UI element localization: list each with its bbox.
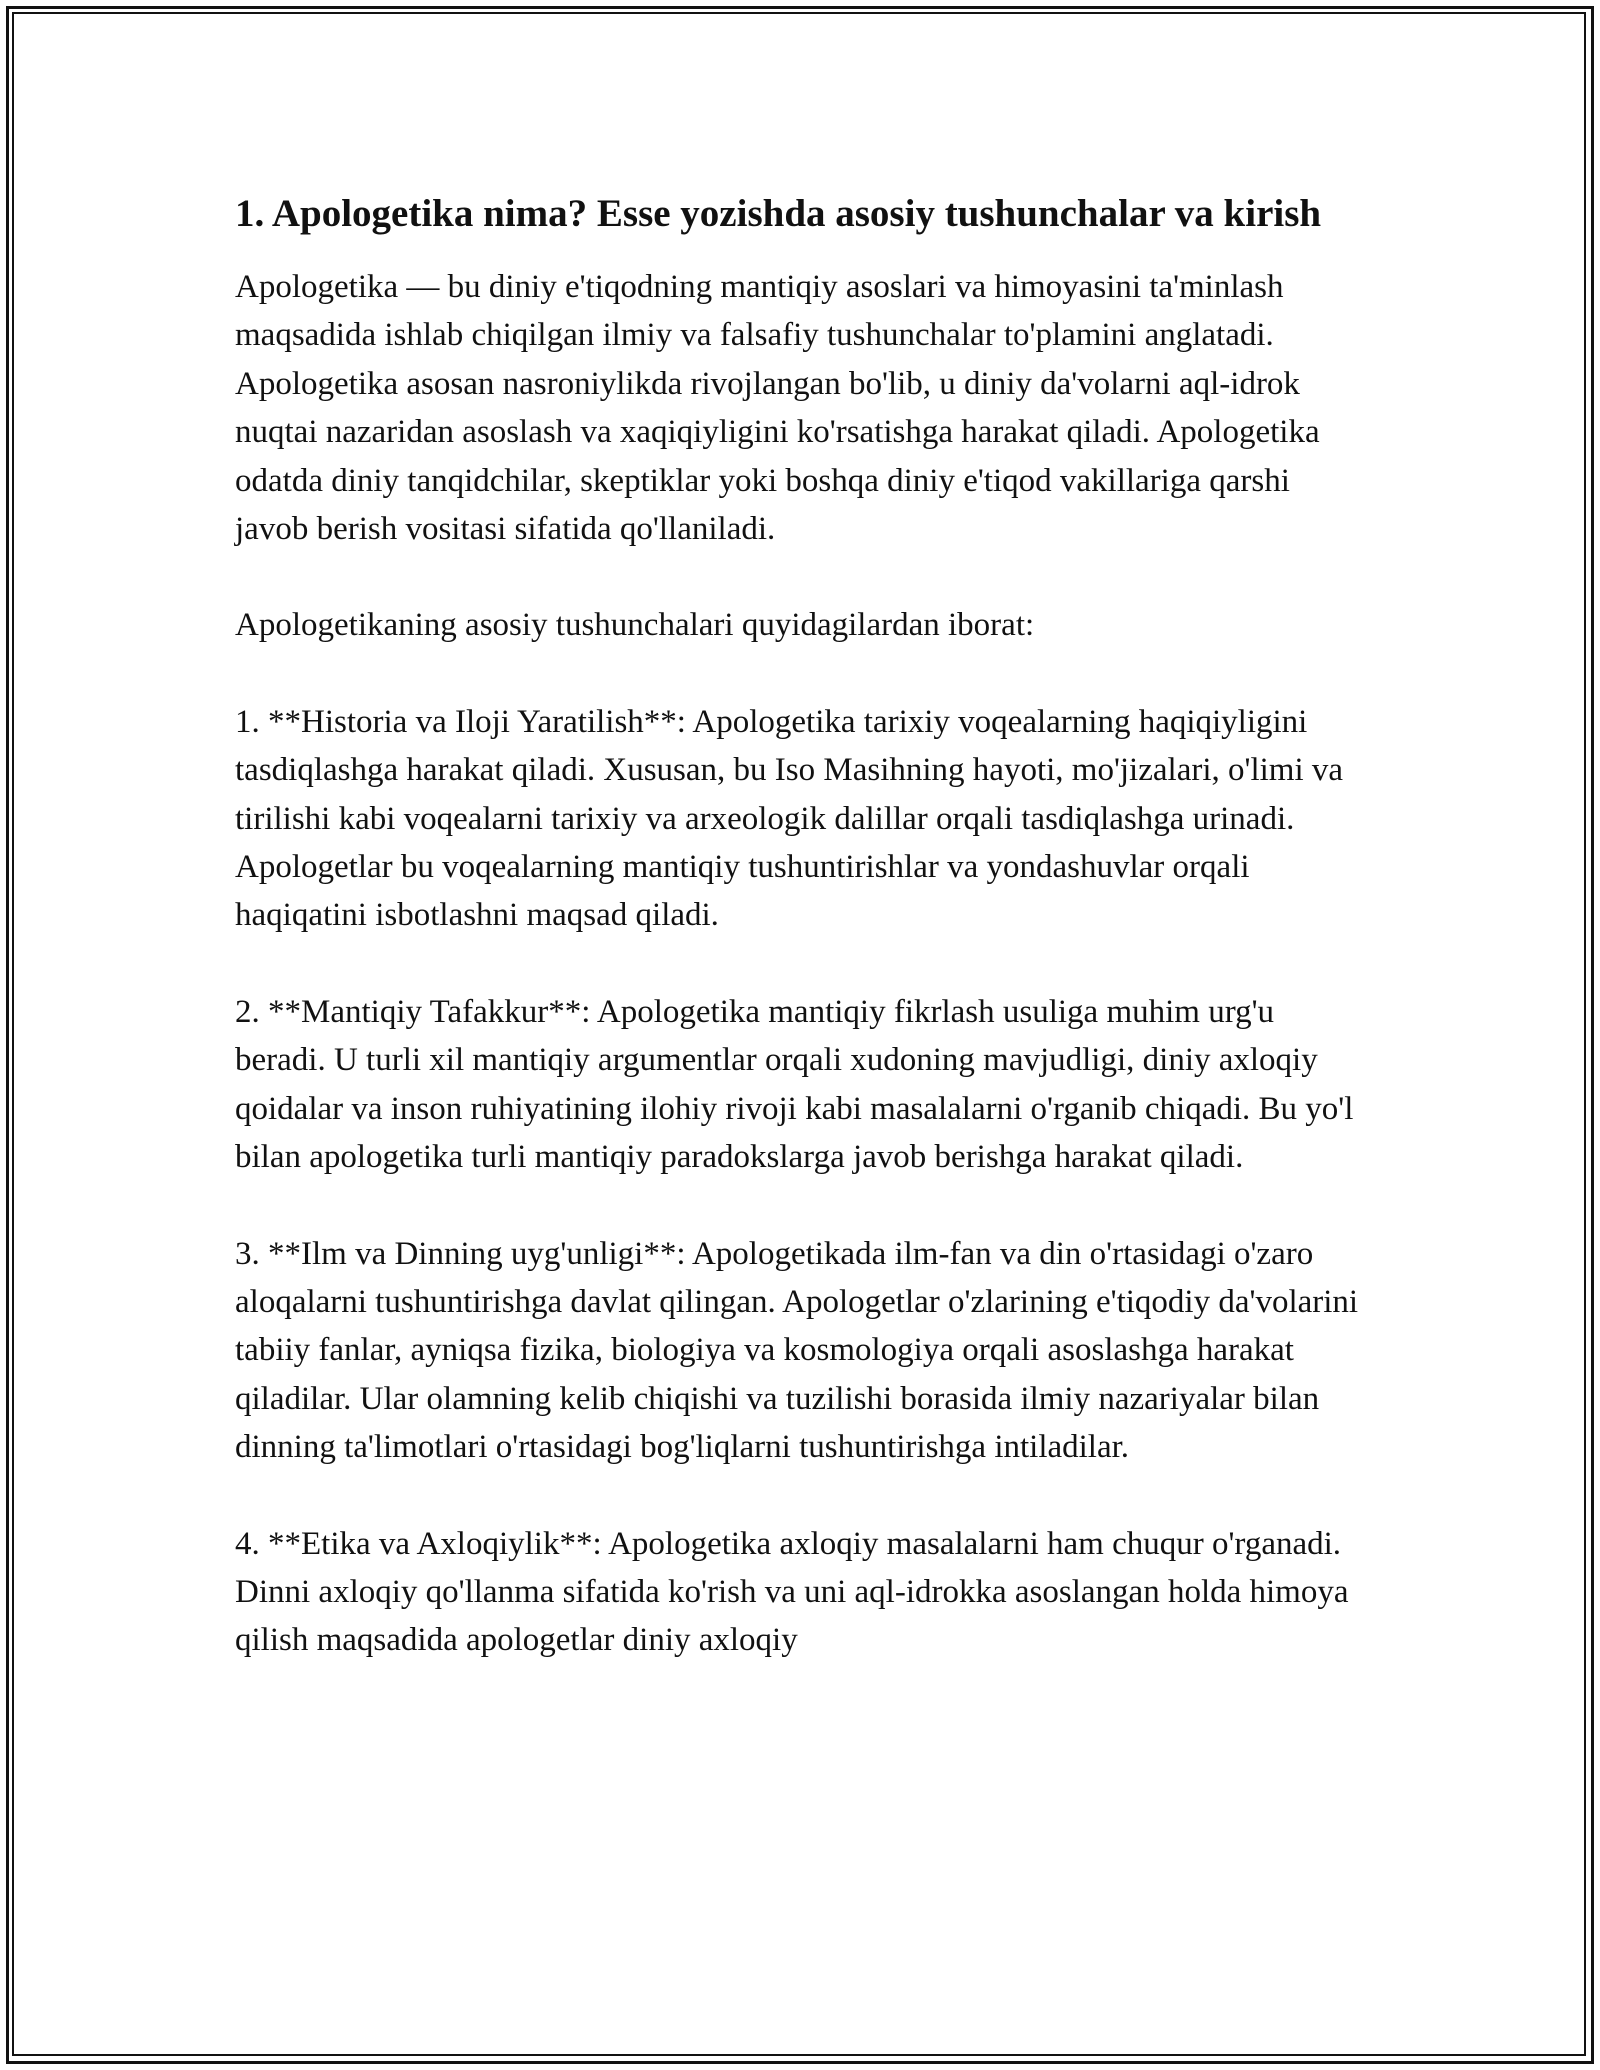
paragraph-gap: [235, 1472, 1365, 1520]
list-item-ethics: 4. **Etika va Axloqiylik**: Apologetika axloqiy masalalarni ham chuqur o'rganadi. Dinni axloqiy qo'llanma sifatida ko'rish va uni aql-idrokka asoslangan holda himoya qilish maqsadida apologetlar diniy axloqiy: [235, 1525, 1349, 1659]
list-item-logic: 2. **Mantiqiy Tafakkur**: Apologetika mantiqiy fikrlash usuliga muhim urg'u beradi. U turli xil mantiqiy argumentlar orqali xudoning mavjudligi, diniy axloqiy qoidalar va inson ruhiyatining ilohiy rivoji kabi masalalarni o'rganib chiqadi. Bu yo'l bilan apologetika turli mantiqiy paradokslarga javob berishga harakat qiladi.: [235, 993, 1354, 1176]
document-heading: 1. Apologetika nima? Esse yozishda asosiy tushunchalar va kirish: [235, 192, 1322, 235]
document-body: [235, 186, 1365, 1665]
intro-paragraph: Apologetika — bu diniy e'tiqodning mantiqiy asoslari va himoyasini ta'minlash maqsadida ishlab chiqilgan ilmiy va falsafiy tushunchalar to'plamini anglatadi. Apologetika asosan nasroniylikda rivojlangan bo'lib, u diniy da'volarni aql-idrok nuqtai nazaridan asoslash va xaqiqiyligini ko'rsatishga harakat qiladi. Apologetika odatda diniy tanqidchilar, skeptiklar yoki boshqa diniy e'tiqod vakillariga qarshi javob berish vositasi sifatida qo'llaniladi.: [235, 269, 1320, 548]
paragraph-gap: [235, 940, 1365, 988]
paragraph-gap: [235, 553, 1365, 601]
paragraph-gap: [235, 650, 1365, 698]
concepts-intro-paragraph: Apologetikaning asosiy tushunchalari quyidagilardan iborat:: [235, 607, 1035, 644]
paragraph-gap: [235, 1182, 1365, 1230]
list-item-science-religion: 3. **Ilm va Dinning uyg'unligi**: Apologetikada ilm-fan va din o'rtasidagi o'zaro aloqalarni tushuntirishga davlat qilingan. Apologetlar o'zlarining e'tiqodiy da'volarini tabiiy fanlar, ayniqsa fizika, biologiya va kosmologiya orqali asoslashga harakat qiladilar. Ular olamning kelib chiqishi va tuzilishi borasida ilmiy nazariyalar bilan dinning ta'limotlari o'rtasidagi bog'liqlarni tushuntirishga intiladilar.: [235, 1235, 1359, 1466]
list-item-history: 1. **Historia va Iloji Yaratilish**: Apologetika tarixiy voqealarning haqiqiyligini tasdiqlashga harakat qiladi. Xususan, bu Iso Masihning hayoti, mo'jizalari, o'limi va tirilishi kabi voqealarni tarixiy va arxeologik dalillar orqali tasdiqlashga urinadi. Apologetlar bu voqealarning mantiqiy tushuntirishlar va yondashuvlar orqali haqiqatini isbotlashni maqsad qiladi.: [235, 703, 1344, 934]
